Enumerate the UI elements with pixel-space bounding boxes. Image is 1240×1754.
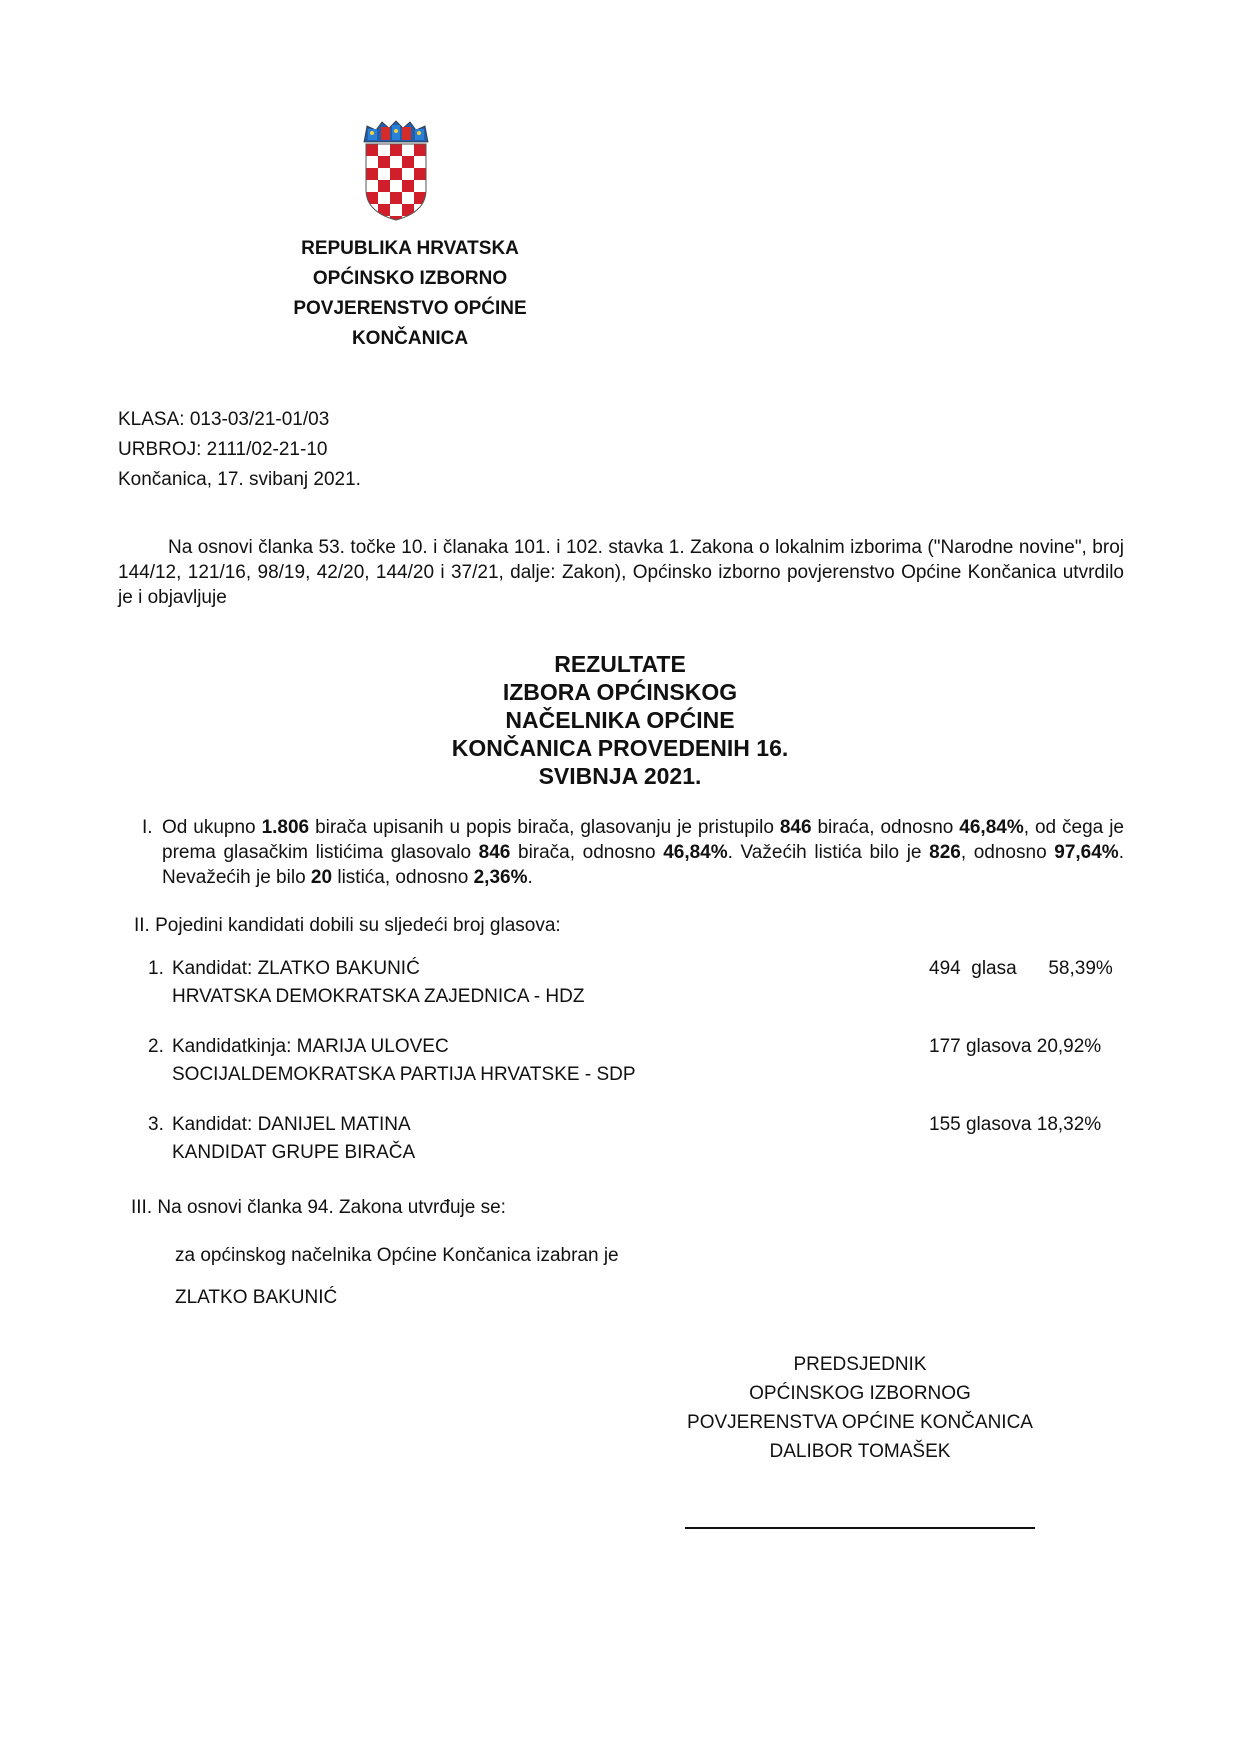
ballot-percent: 46,84%: [663, 842, 728, 863]
candidate-votes: 494 glasa 58,39%: [929, 958, 1113, 979]
document-meta: [118, 405, 361, 495]
title-line: NAČELNIKA OPĆINE: [505, 707, 735, 733]
candidate-list: [134, 955, 1134, 1175]
text-run: birača, odnosno: [510, 842, 664, 863]
valid-count: 826: [929, 842, 961, 863]
text-run: , odnosno: [960, 842, 1055, 863]
turnout-percent: 46,84%: [959, 817, 1024, 838]
valid-percent: 97,64%: [1054, 842, 1119, 863]
title-line: KONČANICA PROVEDENIH 16.: [451, 735, 789, 761]
title-line: IZBORA OPĆINSKOG: [502, 679, 738, 705]
candidate-number: 3.: [148, 1114, 164, 1135]
text-run: , od čega je prema glasačkim listićima glasovalo: [162, 817, 1124, 863]
section-3-heading: III. Na osnovi članka 94. Zakona utvrđuje se:: [131, 1197, 506, 1218]
coat-of-arms-icon: [358, 120, 434, 222]
signature-line: PREDSJEDNIK: [793, 1354, 927, 1375]
candidate-name: Kandidatkinja: MARIJA ULOVEC: [172, 1036, 449, 1057]
invalid-percent: 2,36%: [473, 867, 528, 888]
signature-line: DALIBOR TOMAŠEK: [769, 1441, 951, 1462]
text-run: listića, odnosno: [332, 867, 474, 888]
section-2-heading: II. Pojedini kandidati dobili su sljedeći broj glasova:: [134, 915, 561, 936]
authority-line: POVJERENSTVO OPĆINE: [293, 298, 527, 319]
crown: [364, 121, 428, 142]
signature-line: POVJERENSTVA OPĆINE KONČANICA: [687, 1412, 1033, 1433]
candidate-party: KANDIDAT GRUPE BIRAČA: [172, 1142, 416, 1163]
candidate-number: 2.: [148, 1036, 164, 1057]
candidate-party: HRVATSKA DEMOKRATSKA ZAJEDNICA - HDZ: [172, 986, 585, 1007]
text-run: birača upisanih u popis birača, glasovanju je pristupilo: [309, 817, 780, 838]
urbroj: URBROJ: 2111/02-21-10: [118, 439, 328, 460]
turnout-count: 846: [779, 817, 812, 838]
signature-rule: [685, 1527, 1035, 1529]
authority-line: KONČANICA: [351, 328, 469, 349]
candidate-name: Kandidat: ZLATKO BAKUNIĆ: [172, 958, 420, 979]
elected-statement: za općinskog načelnika Općine Končanica izabran je: [175, 1245, 619, 1266]
klasa: KLASA: 013-03/21-01/03: [118, 409, 330, 430]
authority-header: [255, 234, 565, 354]
text-run: .: [527, 867, 533, 888]
candidate-name: Kandidat: DANIJEL MATINA: [172, 1114, 411, 1135]
section-number: I.: [142, 817, 153, 838]
text-run: Od ukupno: [162, 817, 262, 838]
intro-paragraph: Na osnovi članka 53. točke 10. i članaka 101. i 102. stavka 1. Zakona o lokalnim izborima ("Narodne novine", broj 144/12, 121/16, 98/19, 42/20, 144/20 i 37/21, dalje: Zakon), Općinsko izborno povjerenstvo Općine Končanica utvrdilo je i objavljuje: [118, 537, 1124, 608]
authority-line: OPĆINSKO IZBORNO: [312, 268, 508, 289]
candidate-votes: 155 glasova 18,32%: [929, 1114, 1102, 1135]
ballot-count: 846: [478, 842, 511, 863]
candidate-number: 1.: [148, 958, 164, 979]
text-run: . Nevažećih je bilo: [162, 842, 1124, 888]
elected-name: ZLATKO BAKUNIĆ: [175, 1287, 338, 1308]
authority-line: REPUBLIKA HRVATSKA: [301, 238, 519, 259]
candidate-party: SOCIJALDEMOKRATSKA PARTIJA HRVATSKE - SDP: [172, 1064, 636, 1085]
text-run: . Važećih listića bilo je: [727, 842, 930, 863]
place-date: Končanica, 17. svibanj 2021.: [118, 469, 361, 490]
section-1-text: [162, 815, 1124, 890]
title-line: SVIBNJA 2021.: [538, 763, 702, 789]
candidate-votes: 177 glasova 20,92%: [929, 1036, 1102, 1057]
document-title: [390, 650, 850, 790]
invalid-count: 20: [310, 867, 333, 888]
text-run: birаća, odnosno: [811, 817, 960, 838]
title-line: REZULTATE: [554, 651, 686, 677]
section-1: [118, 815, 1124, 890]
signature-line: OPĆINSKOG IZBORNOG: [749, 1383, 971, 1404]
total-voters: 1.806: [261, 817, 310, 838]
signature-block: [660, 1350, 1060, 1466]
